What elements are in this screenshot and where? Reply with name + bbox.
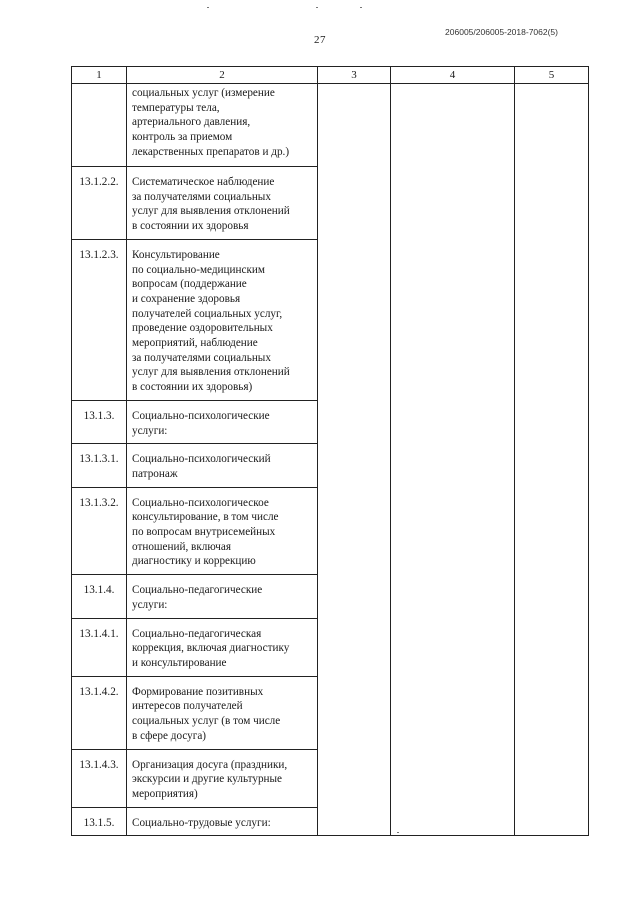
table-row bbox=[72, 167, 589, 240]
row-cell-5 bbox=[515, 618, 589, 676]
row-service-name: Социально-психологический патронаж bbox=[127, 444, 318, 487]
row-number: 13.1.3.1. bbox=[72, 444, 127, 487]
row-cell-4 bbox=[391, 749, 515, 807]
page-number: 27 bbox=[314, 34, 326, 46]
row-service-name: Социально-психологические услуги: bbox=[127, 400, 318, 443]
row-cell-3 bbox=[318, 239, 391, 400]
row-cell-3 bbox=[318, 807, 391, 836]
table-header-row bbox=[72, 67, 589, 84]
row-service-name: Социально-трудовые услуги: bbox=[127, 807, 318, 836]
row-number: 13.1.3. bbox=[72, 400, 127, 443]
row-cell-4 bbox=[391, 167, 515, 240]
row-number: 13.1.5. bbox=[72, 807, 127, 836]
row-number: 13.1.3.2. bbox=[72, 487, 127, 575]
table-row bbox=[72, 676, 589, 749]
row-cell-3 bbox=[318, 167, 391, 240]
table-row bbox=[72, 400, 589, 443]
table-row bbox=[72, 807, 589, 836]
services-table bbox=[71, 66, 589, 836]
row-cell-5 bbox=[515, 575, 589, 618]
row-cell-4 bbox=[391, 84, 515, 167]
row-cell-5 bbox=[515, 676, 589, 749]
table-row bbox=[72, 749, 589, 807]
row-cell-5 bbox=[515, 749, 589, 807]
row-service-name: социальных услуг (измерение температуры тела, артериального давления, контроль за приемом лекарственных препаратов и др.) bbox=[127, 84, 318, 167]
row-cell-3 bbox=[318, 444, 391, 487]
row-service-name: Организация досуга (праздники, экскурсии и другие культурные мероприятия) bbox=[127, 749, 318, 807]
row-number: 13.1.2.3. bbox=[72, 239, 127, 400]
row-cell-5 bbox=[515, 84, 589, 167]
row-number: 13.1.2.2. bbox=[72, 167, 127, 240]
row-service-name: Социально-педагогическая коррекция, включая диагностику и консультирование bbox=[127, 618, 318, 676]
row-number: 13.1.4.2. bbox=[72, 676, 127, 749]
row-service-name: Консультирование по социально-медицинским вопросам (поддержание и сохранение здоровья получателей социальных услуг, проведение оздоровительных мероприятий, наблюдение за получателями социальных услуг для выявления отклонений в состоянии их здоровья) bbox=[127, 239, 318, 400]
row-cell-3 bbox=[318, 676, 391, 749]
row-cell-5 bbox=[515, 444, 589, 487]
row-cell-3 bbox=[318, 84, 391, 167]
column-header-4: 4 bbox=[391, 67, 515, 84]
row-number: 13.1.4. bbox=[72, 575, 127, 618]
row-cell-4 bbox=[391, 807, 515, 836]
row-cell-4 bbox=[391, 487, 515, 575]
scan-speck bbox=[207, 7, 209, 8]
row-cell-4 bbox=[391, 400, 515, 443]
row-service-name: Социально-педагогические услуги: bbox=[127, 575, 318, 618]
row-cell-5 bbox=[515, 400, 589, 443]
scan-speck bbox=[397, 832, 399, 833]
row-cell-3 bbox=[318, 575, 391, 618]
scan-speck bbox=[316, 7, 318, 8]
row-service-name: Формирование позитивных интересов получателей социальных услуг (в том числе в сфере досуга) bbox=[127, 676, 318, 749]
row-cell-3 bbox=[318, 749, 391, 807]
row-cell-4 bbox=[391, 444, 515, 487]
row-cell-5 bbox=[515, 487, 589, 575]
row-cell-5 bbox=[515, 167, 589, 240]
row-cell-4 bbox=[391, 676, 515, 749]
scan-speck bbox=[360, 7, 362, 8]
row-service-name: Социально-психологическое консультирование, в том числе по вопросам внутрисемейных отношений, включая диагностику и коррекцию bbox=[127, 487, 318, 575]
column-header-2: 2 bbox=[127, 67, 318, 84]
row-number: 13.1.4.3. bbox=[72, 749, 127, 807]
row-cell-3 bbox=[318, 618, 391, 676]
row-cell-4 bbox=[391, 618, 515, 676]
table-row bbox=[72, 84, 589, 167]
row-cell-3 bbox=[318, 400, 391, 443]
table-row bbox=[72, 444, 589, 487]
table-row bbox=[72, 239, 589, 400]
document-id: 206005/206005-2018-7062(5) bbox=[445, 27, 558, 37]
column-header-3: 3 bbox=[318, 67, 391, 84]
table-row bbox=[72, 487, 589, 575]
row-cell-3 bbox=[318, 487, 391, 575]
row-number: 13.1.4.1. bbox=[72, 618, 127, 676]
row-service-name: Систематическое наблюдение за получателями социальных услуг для выявления отклонений в состоянии их здоровья bbox=[127, 167, 318, 240]
table-row bbox=[72, 575, 589, 618]
row-cell-4 bbox=[391, 239, 515, 400]
row-cell-5 bbox=[515, 239, 589, 400]
table-row bbox=[72, 618, 589, 676]
column-header-5: 5 bbox=[515, 67, 589, 84]
row-cell-5 bbox=[515, 807, 589, 836]
column-header-1: 1 bbox=[72, 67, 127, 84]
row-cell-4 bbox=[391, 575, 515, 618]
row-number bbox=[72, 84, 127, 167]
